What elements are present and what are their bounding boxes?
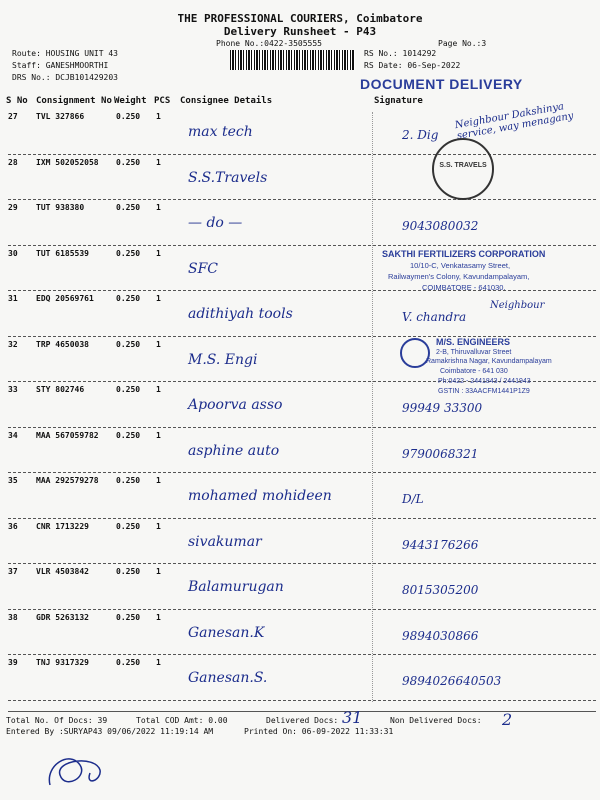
- row-pcs: 1: [156, 203, 161, 212]
- row-weight: 0.250: [116, 157, 141, 167]
- neighbour-note-2: Neighbour: [490, 300, 545, 311]
- row-consignee: Balamurugan: [188, 579, 284, 595]
- row-consignee: SFC: [188, 260, 219, 277]
- row-consignment-no: MAA 567059782: [36, 430, 99, 440]
- sakthi-stamp-name: SAKTHI FERTILIZERS CORPORATION: [382, 249, 546, 259]
- page-number: Page No.:3: [438, 39, 487, 48]
- row-sno: 27: [8, 112, 18, 121]
- ms-stamp-addr2: Ramakrishna Nagar, Kavundampalayam: [426, 358, 552, 365]
- row-consignment-no: IXM 502052058: [36, 157, 99, 167]
- row-weight: 0.250: [116, 112, 141, 121]
- row-consignment-no: TUT 938380: [36, 203, 85, 212]
- row-divider: [8, 700, 596, 701]
- row-pcs: 1: [156, 612, 161, 622]
- row-sno: 38: [8, 612, 18, 622]
- row-pcs: 1: [156, 658, 161, 667]
- col-sno: S No: [6, 96, 28, 106]
- row-sno: 33: [8, 385, 18, 394]
- row-consignment-no: CNR 1713229: [36, 521, 89, 531]
- row-pcs: 1: [156, 430, 161, 440]
- sakthi-stamp-addr1: 10/10-C, Venkatasamy Street,: [410, 261, 511, 270]
- route: Route: HOUSING UNIT 43: [12, 49, 118, 58]
- row-consignment-no: VLR 4503842: [36, 567, 89, 576]
- row-consignee: adithiyah tools: [188, 306, 293, 322]
- travels-stamp-text: S.S. TRAVELS: [439, 162, 487, 169]
- row-weight: 0.250: [116, 385, 141, 394]
- row-divider: [8, 199, 596, 200]
- row-consignee: S.S.Travels: [188, 169, 268, 186]
- rs-date: RS Date: 06-Sep-2022: [364, 61, 461, 70]
- row-weight: 0.250: [116, 476, 141, 485]
- row-divider: [8, 290, 596, 291]
- row-consignment-no: GDR 5263132: [36, 612, 89, 622]
- row-weight: 0.250: [116, 612, 141, 622]
- row-consignee: sivakumar: [188, 533, 262, 550]
- neighbour-note: Neighbour Dakshinya service, way menagany: [454, 101, 575, 142]
- row-consignment-no: EDQ 20569761: [36, 294, 94, 303]
- row-signature: 9443176266: [402, 537, 479, 552]
- row-consignee: M.S. Engi: [188, 351, 258, 368]
- runsheet-title: Delivery Runsheet - P43: [223, 25, 377, 38]
- row-sno: 30: [8, 248, 18, 258]
- ms-stamp-gst: GSTIN : 33AACFM1441P1Z9: [438, 388, 530, 395]
- row-consignment-no: TNJ 9317329: [36, 658, 89, 667]
- row-consignee: mohamed mohideen: [188, 488, 332, 504]
- entered-by: Entered By :SURYAP43 09/06/2022 11:19:14 AM: [6, 727, 214, 736]
- col-signature: Signature: [374, 96, 423, 106]
- row-consignee: Ganesan.K: [188, 624, 265, 641]
- travels-stamp: [432, 138, 494, 200]
- ms-stamp-addr1: 2-B, Thiruvalluvar Street: [436, 349, 512, 356]
- row-pcs: 1: [156, 157, 161, 167]
- row-consignee: max tech: [188, 124, 253, 140]
- printed-on: Printed On: 06-09-2022 11:33:31: [244, 727, 394, 736]
- row-pcs: 1: [156, 248, 161, 258]
- row-sno: 36: [8, 521, 18, 531]
- row-signature: D/L: [402, 492, 424, 506]
- row-signature: 9894030866: [402, 628, 479, 643]
- row-weight: 0.250: [116, 248, 141, 258]
- row-pcs: 1: [156, 567, 161, 576]
- total-cod: Total COD Amt: 0.00: [136, 716, 228, 725]
- col-consignee: Consignee Details: [180, 96, 273, 106]
- row-sno: 37: [8, 567, 18, 576]
- company-title: THE PROFESSIONAL COURIERS, Coimbatore: [177, 12, 423, 25]
- row-pcs: 1: [156, 521, 161, 531]
- row-signature: 8015305200: [402, 583, 479, 597]
- row-signature: 99949 33300: [402, 401, 483, 415]
- col-weight: Weight: [114, 96, 147, 106]
- row-pcs: 1: [156, 112, 161, 121]
- row-divider: [8, 518, 596, 519]
- col-consignment: Consignment No: [36, 96, 112, 106]
- ms-stamp-addr3: Coimbatore - 641 030: [440, 368, 508, 375]
- ms-stamp-name: M/S. ENGINEERS: [436, 337, 511, 347]
- row-signature: 9790068321: [402, 446, 479, 461]
- row-consignment-no: TUT 6185539: [36, 248, 89, 258]
- row-consignee: asphine auto: [188, 442, 280, 459]
- row-sno: 28: [8, 157, 18, 167]
- row-divider: [8, 427, 596, 428]
- row-sno: 39: [8, 658, 18, 667]
- row-weight: 0.250: [116, 430, 141, 440]
- sakthi-stamp-addr2: Railwaymen's Colony, Kavundampalayam,: [388, 272, 530, 281]
- phone-number: Phone No.:0422-3505555: [216, 39, 322, 48]
- row-divider: [8, 609, 596, 610]
- row-sno: 34: [8, 430, 18, 440]
- row-divider: [8, 472, 596, 473]
- row-sno: 29: [8, 203, 18, 212]
- row-divider: [8, 245, 596, 246]
- staff: Staff: GANESHMOORTHI: [12, 61, 109, 70]
- document-delivery-stamp: DOCUMENT DELIVERY: [360, 76, 523, 92]
- row-weight: 0.250: [116, 521, 141, 531]
- drs-number: DRS No.: DCJB101429203: [12, 73, 118, 82]
- row-signature: V. chandra: [402, 310, 467, 324]
- row-consignee: Ganesan.S.: [188, 670, 268, 686]
- non-delivered-docs-value: 2: [502, 710, 513, 729]
- row-signature: 9043080032: [402, 219, 479, 233]
- row-signature: 9894026640503: [402, 674, 502, 688]
- row-consignee: Apoorva asso: [188, 397, 283, 413]
- sakthi-stamp-addr3: COIMBATORE - 641030.: [422, 283, 506, 292]
- row-weight: 0.250: [116, 339, 141, 349]
- row-consignment-no: STY 802746: [36, 385, 85, 394]
- signature-scribble-icon: [40, 745, 120, 795]
- barcode: [230, 50, 355, 70]
- row-pcs: 1: [156, 385, 161, 394]
- rs-number: RS No.: 1014292: [364, 49, 437, 58]
- row-pcs: 1: [156, 339, 161, 349]
- delivered-docs-value: 31: [342, 708, 363, 727]
- row-sno: 31: [8, 294, 18, 303]
- row-pcs: 1: [156, 294, 161, 303]
- row-sno: 35: [8, 476, 18, 485]
- signature-column-separator: [372, 112, 373, 702]
- row-divider: [8, 563, 596, 564]
- non-delivered-docs-label: Non Delivered Docs:: [390, 716, 482, 725]
- row-consignee: — do —: [188, 215, 243, 231]
- col-pcs: PCS: [154, 96, 171, 106]
- delivered-docs-label: Delivered Docs:: [266, 716, 339, 725]
- row-consignment-no: TRP 4650038: [36, 339, 89, 349]
- row-pcs: 1: [156, 476, 161, 485]
- row-signature: 2. Dig: [402, 128, 439, 142]
- row-weight: 0.250: [116, 294, 141, 303]
- total-docs: Total No. Of Docs: 39: [6, 716, 108, 725]
- row-consignment-no: MAA 292579278: [36, 476, 99, 485]
- row-weight: 0.250: [116, 203, 141, 212]
- row-divider: [8, 154, 596, 155]
- row-sno: 32: [8, 339, 18, 349]
- row-weight: 0.250: [116, 658, 141, 667]
- row-weight: 0.250: [116, 567, 141, 576]
- ms-stamp-phone: Ph:0422 - 2441843 / 2441943: [438, 378, 531, 385]
- row-divider: [8, 654, 596, 655]
- row-consignment-no: TVL 327866: [36, 112, 85, 121]
